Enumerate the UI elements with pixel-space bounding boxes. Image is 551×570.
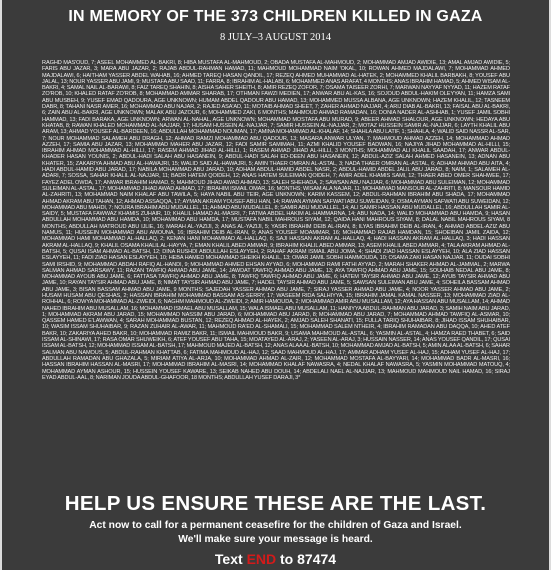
- call-to-action-headline: HELP US ENSURE THESE ARE THE LAST.: [64, 492, 487, 515]
- cta-line-2: We'll make sure your message is heard.: [178, 534, 373, 545]
- memorial-poster: [2, 0, 549, 570]
- text-prefix: Text: [214, 551, 243, 567]
- children-names-list: RAGHD MAS'OUD, 7; ASEEL MOHAMMED AL-BAKRI, 8; HIBA MUSTAFA AL-MAHMOUD, 2; OBADA MUSTAFA AL-MAHMOUD, 2; MOHAMMAD AMJAD AWIDIE, 13; AMAL AMJAD AWIDIE, 5; FARIS ABU JAZAR, 3; MARA ABU JAZAR, 2; RAJAB ABDUL-RAHMAN HAMAD, 11; MAHMOUD MOHAMMAD NAIM 'OKAL, 10; ROWAN AHMED MAJDALAWI, 7; MOHAMMAD AHMED MAJDALAWI, 6; HAITHAM YASSER ABDEL WAHAB, 16; AHMED TAREQ HASAN QANDIL, 17; REZEQ AHMED MUHAMMAD AL-HATEK, 2; MOHAMMED KHALIL BARBAKH, 8; YOUSEF ABU JALAL, 13; NOUR YASSER ABU JAMI, 9; MUSTAFA ABU SAAD, 11; FARRA, 8; IBRAHIM AL-HALABI, 6; MOHAMMED ANAS ARAFAT, 4 MONTHS; ANAS IBRAHIM HAMAD, 5; AHMED WISAM AL-BAKRI, 4; SAMAL NAIL AL-BARAWI, 8; FAIZ TAREQ SHAHIN, 8; AISHA SAHER SHEITH, 8; AMIR REZEQ ZOFOR, 7; OSAMA TAISEER ZORHI, 7; MARWAN NAYYAF NYYAD, 11; HAZEM RATAF ZO'ROB, 10; KHALED RATAF ZO'ROB, 8; MOHAMMAD AMMAR SHARAB, 17; OTHMAN FAWZI MEDIEN, 17; ANWAR ABU AL-KAS, 16; SOJOUD ABDUL-HAKIM OLEYYAN, 11; HAMZA SAMI ABU MUSBEH, 9; YUSEF EMAD QADOURA, AGE UNKNOWN; HUMAM ABDEL QADOUR ABU HAMAD, 13; MOHAMMED MUSSA ALBANA, AGE UNKNOWN; HAZEM KHALIL, 12; TASNEEM DABR, 8; TAHANI NASR AMER, 16; MOHAMMAD ABU NAJAR, 2; RAJED ASA'AD, 11; MOTAIB AHMAD SHEET, 7; ZAHER AHMAD NAJJAR, 4; ARIJ DIAB AL-BAKRI, 13; FAISAL ABU AL-BAKRI, 6; ZAIN ABU AL-BAKRI, AGE UNKNOWN; MALAK ABU JAZOUR, 6; MOHAMMED ZAKI, 6 MONTHS; MAHMOUD AHMAD RAMADAN, 16; DONIA NADER AL-ASHHAB, 1; YUSEF JAMIL SOBHI HAMMAD, 13; FADI BARAKA, AGE UNKNOWN; ARWAN AL-NAHAL, AGE UNKNOWN; MOHAMMAD MOSTAFA ABU MURAD, 9; ABEER AHMAD SHALOUR, AGE UNKNOWN; HEDAYA ABU KHATAB, 8; RAWAN KHALED MOHAMMAD AL-NAJJAR, 17; HUSAM HUSSEIN AL-NAJJAR, 7; SAMIR HUSSEIN AL-NAJJAR, 2; MOTAZ HUSSEIN SAMIR AL-NAJJAR, 6; LAYTH KHALIL ABU ARAM, 13; AHMAD YOUSEF AL-BARDEEN, 16; ABDULLAH MOHAMMAD NOUMAN, 17; AMINA MOHAMMAD AL-KHALAF, 14; SHAHLA ABU LATIF, 1; SHAHLA, 4; WALID SAID NASSR AL-SAR, 7; NOUR MOHAMMAD SALAMEH ABU DRAGH, 12; AHMAD RAMZI MOHAMMAD ABU QADOUR, 13; MASARA ANWAR ULYAN, 7; MAHMOUD AHMAD AZZEH, 14; MOHAMMAD AHMAD AZZEH, 17; SAMIA ABU JAZAR, 13; MOHAMMAD MAHER ABU JAZAR, 12; FADI SAMIR SAMIMAH, 11; AZMI KHALID YOUSEF BADWAN, 16; NAJIYA JIHAD MOHAMMAD AL-HILLI, 15; IBRAHIM AHMAD MOHAMMAD AL-HILLI, 17; RASEM AHMAD JIHAD AL-HILLI, 1; RASEM AHMAD JIHAD AL-HILLI, 3 MONTHS; MOHAMMAD ALI KHALIL SAADAH, 17; ANWAR ABDUL-KHADER HASAN YOUNIS, 2; ABDUL-HADI SALAH ABU HASANEIN, 9; ABDUL-HADI SALAH ED-DEEN ABU HASANEIN, 12; ABDUL-AZIZ SALAH AHMED HASANEIN, 13; ADNAN ABU KHATER, 15; ZAKARIYA AHMAD ABU AL-HAWAJRI, 15; WALID SAID AL-HAWAJRI, 5; AMIN THAER OMRAN AL-ASTAL, 3; NADA THAER OMRAN AL-ASTAL, 6; ADHAM AHMAD ABU AITA, 4; HADI ABDUL-HAMID ABU JARAD, 17; NABILA MOHAMMAD ABU JARAD, 10; ADHAM ABDUL-HAMID ABDEL NASR, 2; ABDUL-HAMID ABDEL JALIL ABU JARAD, 8; NAIM, 1; SALAMEH AL-ADARI, 7; SOSSA, SAHAR KHALIL AL-NAJJAR, 11; BADR HATEM QOIDEH, 12; ANAS HATEM SULEIMAN QOIDEH, 7; AMIR ADEL KHAMIS SAMI, 12; THAER ABED OMER SHAHWEE, 17; FAYEZ ADEL OWDA, 17; ANWAR IBRAHIM HAMAD, 5; MAHMOUD JIHAD AWAD AHMAD, 13; SALEH SHEHADA, 2; SAWSAN ABU NAJJAR, 6; MOHAMMAD ABU SULEIMAN, 12; MOHAMMAD SULEIMAN AL-ASTAL, 17; MOHAMMAD JIHAD AWAD AHMAD, 17; IBRAHIM ISMAIL OMAR, 16; MONTHS; WISAM ALA NAJAR, 11; MOHAMMAD MANSOUR AL-ZAHRITI, 8; MANSOUR HAMID AL-ZAHRITI, 13; MOHAMMAD NAIM KHALAF ABU TAWILA, 5; HAYA NABIL ABU TEIR, AGE UNKNOWN; KARIM KASSEM, 12; ABDUL-RAHMAN IBRAHIM ABU SHADA, 17; MOHAMMAD AHMAD AKRAM ABU TAHAN, 12; AHMAD ASSAQQA, 17; AYMAN AKRAM YOUSEF ABU HAN, 14; RAWAN AYMAN SAFWATI ABU SUWEIDAN, 9; OSMA AYMAN SAFWATI ABU SUWEIDAN, 12; MOHAMMAD ABU MAHDI, 7; NOURA IBRAHIM ABU MUDALLEL, 11; AHMAD ABU MUDALLEL, 8; SAMIR ABU MUDALLEL, 14; ALI SAMIR HASSAN ABU MUDALLEL, 16; ABDULLAH SAMIR AL-SAIDY, 5; MUSTAFA FAWWAZ KHAMIS ZUHAIR, 10; KHALIL HAMAD AL-MASRI, 7; FATMA ABDEL HAKIM AL-HAMMARNA, 14; ABU NADA, 14; WALID MOHAMMAD ABU HAMDA, 9; HASAN ABDULLAH MOHAMMAD ABU HAMDA, 10; MOHAMMAD ABU HAMDA, 17; MUSTAFA NABIL MAHROUS SIYAM, 12; QAIDA HANI MAHROUS SIYAM, 8; DALAL NABIL MAHROUS SIYAM, 8 MONTHS; ABDULLAH MATROUD ABU IJLIE, 16; MARAH AL-YAZIJI, 3; ANAS AL-YAZIJI, 5; YASIR IBRAHIM DEIB AL-IRAN, 8; ILYAS IBRAHIM DEIB AL-IRAN, 4; AHMAD ABDEL-AZIZ ABU NAMUS, 11; HUSSEIN MOHAMMAD ABU AMOUNA, 16; IBRAHIM DEIB AL-IRAN, 9; ANAS YOUSEF MOAMMAR, 16; MOHAMMAD RAJAB HAMDAN, 15; SHOEIBAN JAMIL ZAIDA, 12; MOHAMMAD HAMI MOHAMMAD AL-HALLAQ, 2; KENAN HANI MOHAMMAD AL-HALLAQ, 6; SAJI HASSAN AKRAM AL-HALLAQ, 4; HADI HASSAN AKRAM AL-HALLAQ, 3; HADI HASSAN AKRAM AL-HALLAQ, 9; KHALIL OSAMA KHALIL AL-HAYYA, 7; EMAN KHALIL ABED AMMAR, 9; IBRAHIM KHALIL ABED AMMAR, 13; ASEM KHALIL ABED AMMAR, 4; TALA AKRAM AHMAD AL-BATSH, 5; QUSAI ISAM AHMAD AL-BATSH, 12; DINA RUSHDI ABDULLAH ESLAYYEH, 2; RAHAF AKRAM ISMAIL ABU JOMA, 4; SHADI ZIAD HASSAN ESLAYYEH, 10; ALA ZIAD HASSAN ESLAYYEH, 11; FADI ZIAD HASAN ESLAYYEH, 10; HEBA HAMED MOHAMMAD SHEIKH KHALIL, 13; OMAR JAMIL SOBHI HAMMOUDA, 10; OSAMA ZAKI HASAN NAJJAR, 11; OUDAI SOBHI SAMI IRSHID, 9; MOHAMMAD ABDAH RAFIQ AL-HANDI, 9; MOHAMMAD AHMED EHSAN AYYAD, 6; MOHAMMAD RAMI FATHI AYYAD, 2; MARAH SHAKER AHMAD AL-JAMMAL, 2; MARWA SALMAN AHMAD SARSAWY, 11; RAZAN TAWFIQ AHMAD ABU JAME, 14; JAWDAT TAWFIQ AHMAD ABU JAME, 13; AYA TAWFIQ AHMAD ABU JAME, 15; SOUHAIB NEDAL ABU JAME, 8; MOHAMMAD AYOUB ABU JAME, 6; FATTASA TAWFIQ AHMAD ABU JAME, 8; TAWFIQ TAWFIQ AHMAD ABU JAME, 6; HATEM TAYSIR AHMAD ABU JAME, 12; AYUB TAYSIR AHMAD ABU JAME, 10; RAYAN TAYSIR AHMAD ABU JAME, 8; NIMAT TAYSIR AHMAD ABU JAME, 7; HADEL TAYSIR AHMAD ABU JAME, 5; SAWSAN SULEIMAN ABU JAME, 4; SOHEILA BASSAM AHMAD ABU JAME, 3; BISAN BASSAM AHMAD ABU JAME, 9 MONTHS; SAJEDAH YASSER AHMAD ABU JAME, 7; SIRAJ YASSER AHMAD ABU JAME, 4; NOOR YASSER AHMAD ABU JAME, 2; HUSAM HUSAM ABU QESHAS, 2; HASSAN IBRAHIM MOHAMMAD BASSAM AS-SERRY, 17; WASEEM RIDA SALHIYYA, 15; IBRAHIM JAMAL KAMAL NASSER, 13; MOHAMMAD ZIAD AL-ROHHAL, 6; ROWYA MOHAMMAD AL-ZWEIDI, 6; NAGHM MAHMOUD AL-ZWEIDI, 2; AMIR HAMOUDA, 2; MOHAMMAD AMIR ABU MUSALLAM, 12; AYA HASSAN ABU MUSALLAM, 14; AHMAD NAHED IBRAHIM ABU MUSALLAM, 16; MOHAMMAD ISMAEL ABU MUSALLAM, 15; WALA ISMAEL ABU MUSALLAM, 11; HANIYYA ABDUL-RAHMAN ABU JARAD, 3; SAMIH NAIM ABU JARAD, 1; MOHAMMAD AKRAM ABU JARAD, 15; MOHAMMAD NASSIM ABU JARAD, 6; MOHAMMAD ABU JARAD, 8; MOHAMMAD ABU JARAD, 7; MOHAMMAD AHMAD TAWFIQ AL-ASMAR, 10; QASSEM HAMED E'LAWWAN, 4; SARAH MOHAMMAD BUSTAN, 12; REZEQ AHMAD AL-HAYEK, 2; AMJAD SALEH SHANATI, 15; FULLA TARIQ SHUHAIBAR, 8; JIHAD ISSAM SHUHAIBAR, 10; WASIM ISSAM SHUHAIBAR, 9; RAZAN ZUHAIR AL-AWAR, 11; MAHMOUD RA'ED AL-SHAMALI, 15; MOHAMMAD SALEM NTHEIR, 4; IBRAHIM RAMADAN ABU DAQQA, 10; AHED ATEF BAKR, 10; ZAKARIYA AHED BAKR, 10; MOHAMMAD RAMIZ BAKR, 11; ISMAIL MAHMOUD BAKR, 9; USAMA MAHMOUD AL-ASTAL, 6; YASMIN AL-ASTAL, 4; HAMZA RAED THABET, 6; SAID ISSAM AL-SHINAWI, 17; RASA OMAR SHUWEIKH, 6; ATEF YOUSEF ABU TAHA, 15; MOATAYED AL-ARAJ, 2; YASEEN AL-ARAJ, 3; HUSSAIN NASSER, 14; ANAS YOUSEF QANDIL, 17; QUSAI ISSAM AL-BATSH, 12; MOHAMMAD ISSAM AL-BATSH, 17; MAHMOUD MAJED AL-BATSH, 12; ANAS ALAA AL-BATSH, 10; MOHAMMAD AMJAD AL-BATSH, 5; AMIN ALAA AL-BATSH, 6; SAHAR SALMAN ABU NAMOUS, 5; ABDUL-RAHMAN KHATTAB, 6; FATIMA MAHMOUD AL-HAJ, 12; SAAD MAHMOUD AL-HAJ, 17; AMMAR ADHAM YUSEF AL-HAJ, 15; ADHAM YUSEF AL-HAJ, 17; ABDULLAH RAMADAN ABU GHAZALA, 5; MIRIAM ATIYA AL-ARJA, 10; MOHAMMAD AHMAD AL-ZAIR, 12; MOHAMMAD MOSTAFA AL-BAYYARI, 14; MOHAMMAD BADR AL-MASRI, 16; HASSAN IBRAHIM HASSAN AL-MASRI, 17; MOHAMMAD IBRAHIM AL-MASRI, 14; MOHAMMAD KHALAF NAWASRA, 4; NEDAL KHALAF NAWASRA, 5; YASMIN MOHAMMAD MATOUQ, 4; MOHAMMAD AYMAN ASHOUR, 15; HUSSEIN YOUSEF KAWARE, 13; SEIKAB NAHED ABU DOUH, 14; ABDELALI NAEL AL-NAJJAR, 13; MAHMOUD MAHMOUD NAIL HAMAD, 16; SIRAJ EYAD ABDUL-AAL, 8; NARIMAN JOUDA ABDUL-GHAFOOR, 18 MONTHS; ABDULLAH YUSEF DARAJI, 3*: [42, 60, 510, 381]
- keyword-end: END: [246, 551, 277, 567]
- poster-title: IN MEMORY OF THE 373 CHILDREN KILLED IN GAZA: [68, 8, 483, 25]
- poster-dates: 8 JULY–3 AUGUST 2014: [219, 32, 332, 43]
- cta-line-1: Act now to call for a permanent ceasefire for the children of Gaza and Israel.: [89, 520, 462, 531]
- text-instruction: [2, 551, 549, 567]
- text-to: to: [280, 551, 294, 567]
- sms-number: 87474: [297, 551, 337, 567]
